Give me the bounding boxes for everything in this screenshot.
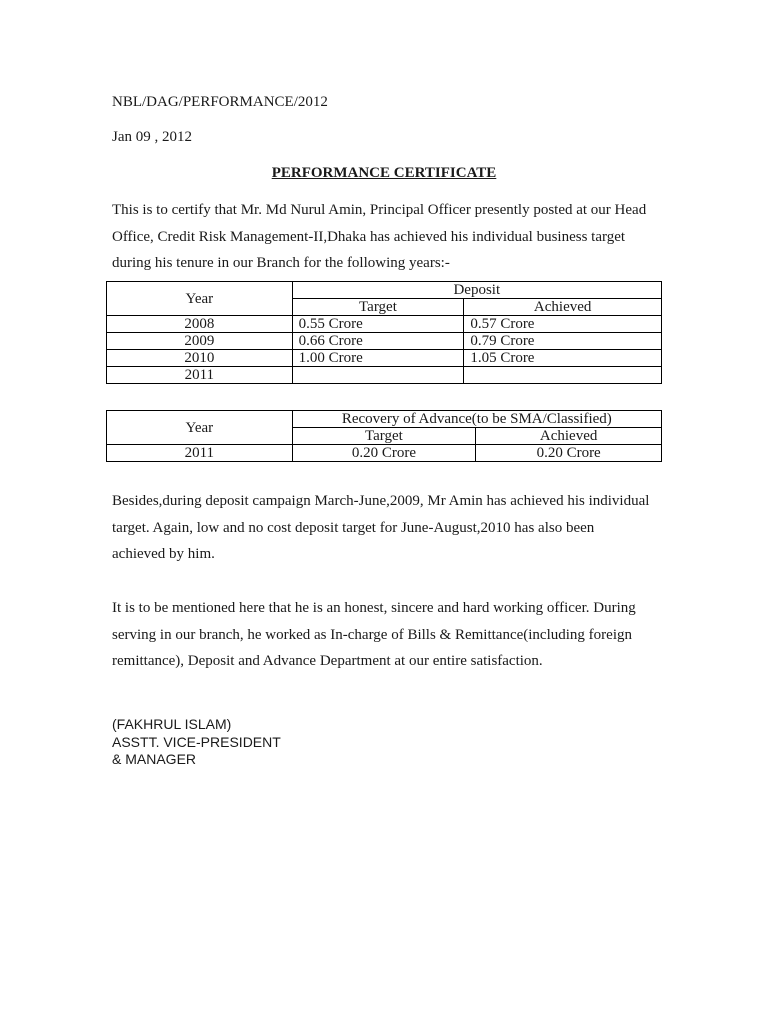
table-row	[107, 316, 662, 333]
intro-line: during his tenure in our Branch for the following years:-	[112, 255, 450, 271]
achieved-cell: 0.79 Crore	[464, 333, 662, 350]
signatory-name: (FAKHRUL ISLAM)	[112, 716, 232, 732]
signatory-designation: ASSTT. VICE-PRESIDENT	[112, 733, 281, 750]
achieved-header: Achieved	[476, 428, 662, 445]
achieved-cell: 0.20 Crore	[476, 445, 662, 462]
character-paragraph	[112, 595, 672, 675]
signatory-role: & MANAGER	[112, 751, 197, 767]
campaign-line: achieved by him.	[112, 546, 215, 562]
deposit-table	[106, 281, 662, 384]
year-header: Year	[107, 411, 293, 445]
achieved-cell: 1.05 Crore	[464, 350, 662, 367]
deposit-header: Deposit	[292, 282, 661, 299]
table-row	[107, 445, 662, 462]
achieved-cell	[464, 367, 662, 384]
year-header: Year	[107, 282, 293, 316]
target-cell: 0.20 Crore	[292, 445, 476, 462]
character-line: serving in our branch, he worked as In-charge of Bills & Remittance(including foreign	[112, 626, 632, 643]
achieved-cell: 0.57 Crore	[464, 316, 662, 333]
target-cell: 0.66 Crore	[292, 333, 464, 350]
target-header: Target	[292, 299, 464, 316]
year-cell: 2011	[107, 367, 293, 384]
campaign-line: Besides,during deposit campaign March-June,2009, Mr Amin has achieved his individual	[112, 493, 650, 509]
target-cell: 0.55 Crore	[292, 316, 464, 333]
intro-line: This is to certify that Mr. Md Nurul Amin, Principal Officer presently posted at our Head	[112, 202, 647, 218]
year-cell: 2009	[107, 333, 293, 350]
campaign-line: target. Again, low and no cost deposit target for June-August,2010 has also been	[112, 519, 595, 536]
recovery-table	[106, 410, 662, 462]
table-header-row	[107, 411, 662, 428]
recovery-header: Recovery of Advance(to be SMA/Classified)	[292, 411, 661, 428]
certificate-title: PERFORMANCE CERTIFICATE	[271, 165, 497, 181]
target-header: Target	[292, 428, 476, 445]
year-cell: 2011	[107, 445, 293, 462]
reference-number: NBL/DAG/PERFORMANCE/2012	[112, 94, 328, 110]
table-row	[107, 333, 662, 350]
table-header-row	[107, 282, 662, 299]
table-row	[107, 367, 662, 384]
target-cell: 1.00 Crore	[292, 350, 464, 367]
intro-line: Office, Credit Risk Management-II,Dhaka has achieved his individual business target	[112, 228, 626, 245]
table-row	[107, 350, 662, 367]
year-cell: 2010	[107, 350, 293, 367]
character-line: It is to be mentioned here that he is an honest, sincere and hard working officer. During	[112, 600, 636, 616]
target-cell	[292, 367, 464, 384]
letter-date: Jan 09 , 2012	[112, 129, 192, 145]
achieved-header: Achieved	[464, 299, 662, 316]
signature-block	[112, 716, 281, 769]
intro-paragraph	[112, 197, 672, 277]
year-cell: 2008	[107, 316, 293, 333]
campaign-paragraph	[112, 488, 672, 568]
character-line: remittance), Deposit and Advance Department at our entire satisfaction.	[112, 653, 543, 669]
